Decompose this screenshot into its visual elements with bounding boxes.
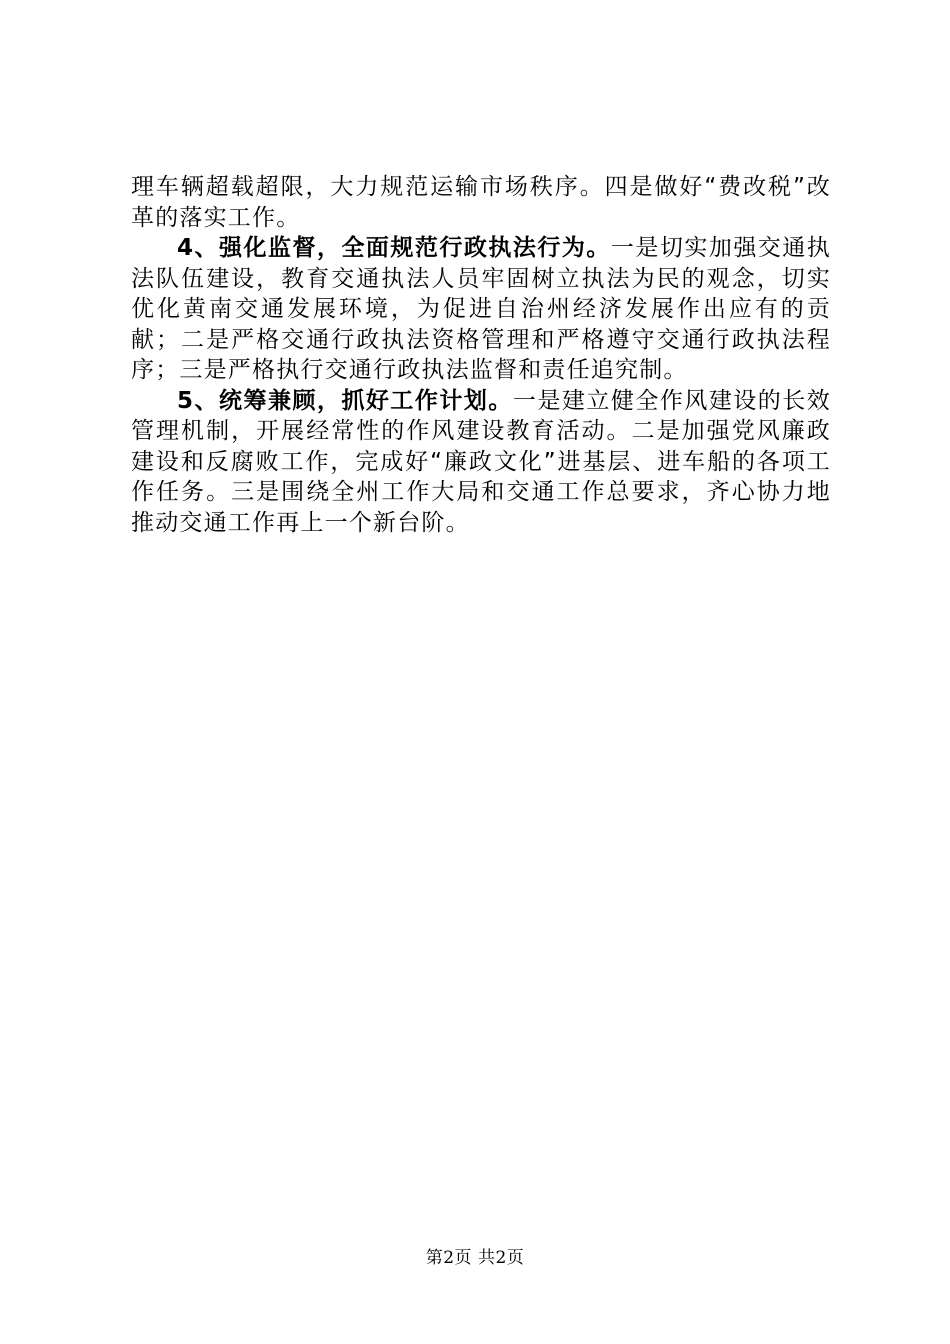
paragraph-section-4 <box>131 233 831 386</box>
section-heading: 4、强化监督，全面规范行政执法行为。 <box>177 235 611 261</box>
paragraph-section-5 <box>131 386 831 539</box>
document-body <box>131 172 831 538</box>
paragraph-continuation <box>131 172 831 233</box>
section-heading: 5、统筹兼顾，抓好工作计划。 <box>177 387 513 414</box>
paragraph-text: 一是切实加强交通执法队伍建设，教育交通执法人员牢固树立执法为民的观念，切实优化黄南交通发展环境，为促进自治州经济发展作出应有的贡献；二是严格交通行政执法资格管理和严格遵守交通行政执法程序；三是严格执行交通行政执法监督和责任追究制。 <box>131 235 831 383</box>
paragraph-text: 理车辆超载超限，大力规范运输市场秩序。四是做好“费改税”改革的落实工作。 <box>131 174 831 231</box>
page-number: 第2页 共2页 <box>425 1248 525 1268</box>
page-footer <box>0 1243 950 1268</box>
paragraph-text: 一是建立健全作风建设的长效管理机制，开展经常性的作风建设教育活动。二是加强党风廉政建设和反腐败工作，完成好“廉政文化”进基层、进车船的各项工作任务。三是围绕全州工作大局和交通工作总要求，齐心协力地推动交通工作再上一个新台阶。 <box>131 387 831 536</box>
